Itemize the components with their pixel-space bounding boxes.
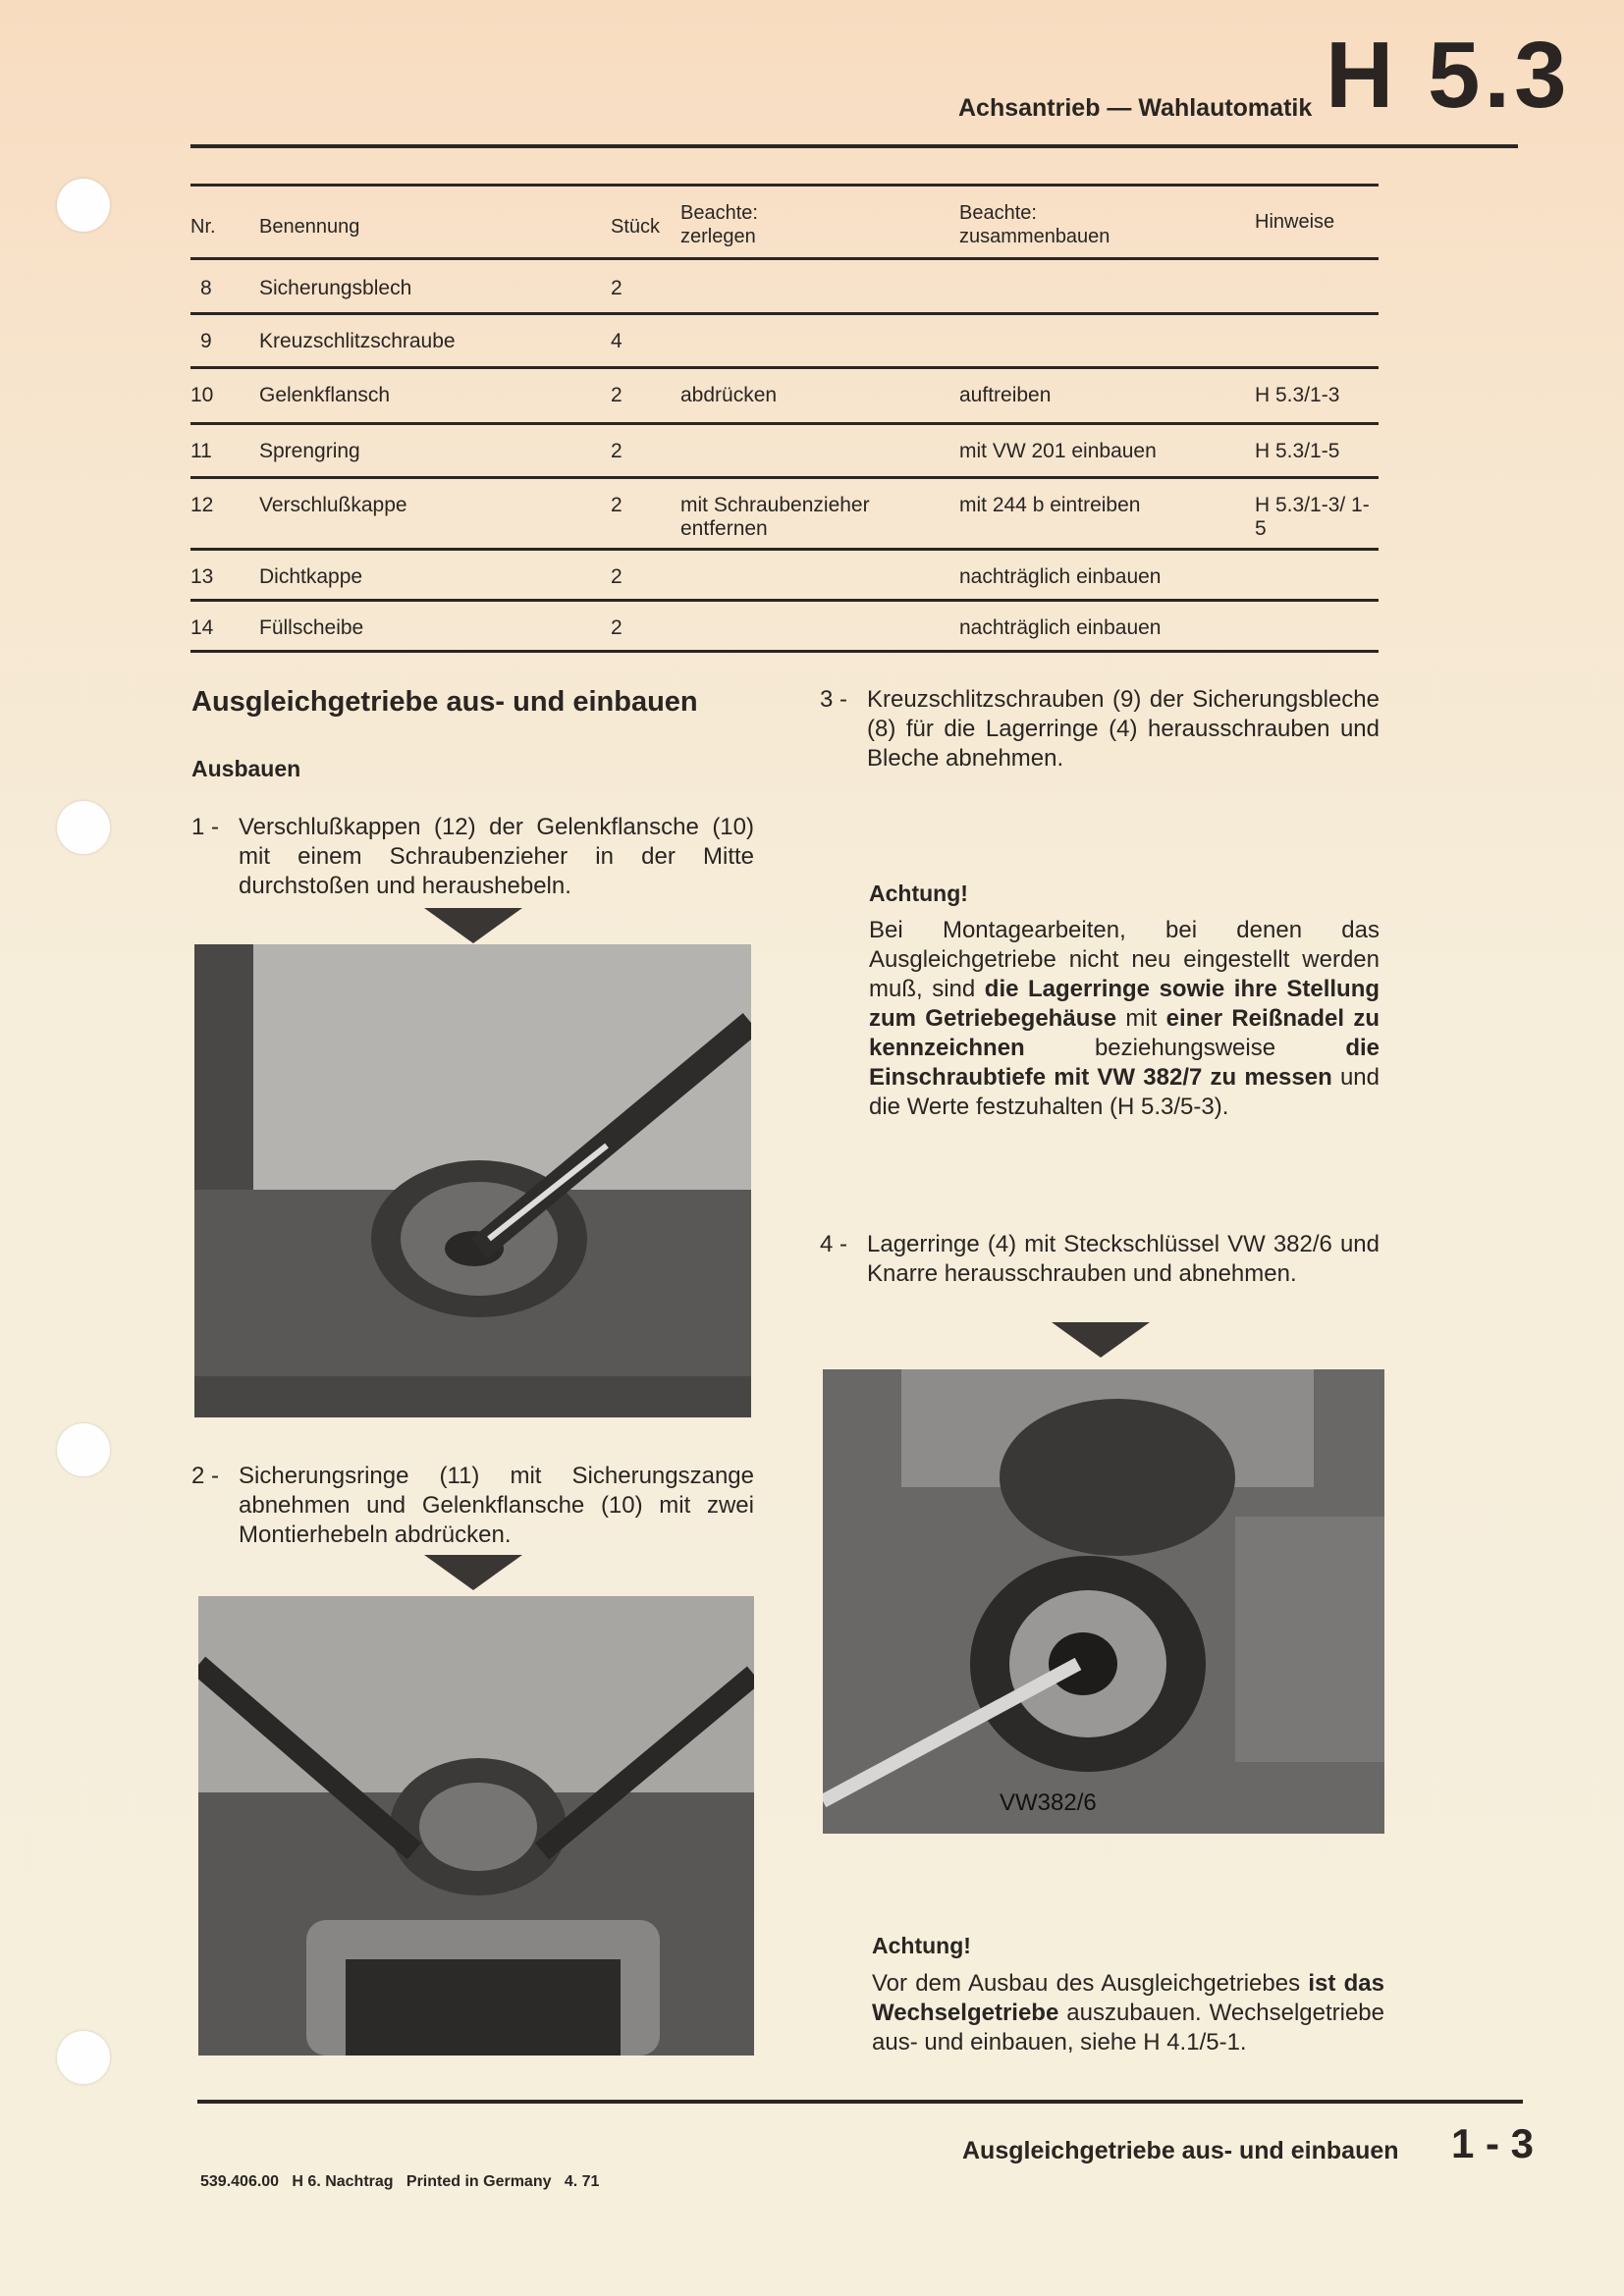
row-divider: [190, 548, 1379, 551]
cell-disassemble: abdrücken: [680, 384, 778, 406]
cell-notes: H 5.3/1-5: [1255, 440, 1340, 462]
cell-qty: 2: [611, 277, 623, 299]
cell-nr: 14: [190, 616, 214, 639]
cell-qty: 2: [611, 440, 623, 462]
cell-assemble: auftreiben: [959, 384, 1052, 406]
cell-nr: 10: [190, 384, 214, 406]
page-number: 1 - 3: [1451, 2120, 1535, 2166]
cell-nr: 8: [200, 277, 212, 299]
cell-nr: 9: [200, 330, 212, 352]
warning-title-2: Achtung!: [872, 1933, 971, 1958]
subheading: Ausbauen: [191, 756, 301, 781]
step-text: Sicherungsringe (11) mit Sicherungszange abnehmen und Gelenkflansche (10) mit zwei Montierhebeln abdrücken.: [239, 1463, 754, 1548]
step-1: [191, 813, 754, 901]
photo-3: [823, 1369, 1384, 1834]
col-header-qty: Stück: [611, 216, 661, 238]
cell-nr: 11: [190, 440, 212, 462]
cell-notes: H 5.3/1-3: [1255, 384, 1340, 406]
footer-rule: [197, 2100, 1523, 2104]
cell-disassemble: mit Schraubenzieher entfernen: [680, 494, 870, 540]
header-rule: [190, 144, 1518, 148]
section-heading: Ausgleichgetriebe aus- und einbauen: [191, 686, 698, 718]
step-number: 3 -: [820, 686, 848, 713]
col-header-disassemble: Beachte: zerlegen: [680, 202, 758, 247]
cell-qty: 2: [611, 616, 623, 639]
cell-assemble: mit 244 b eintreiben: [959, 494, 1141, 516]
step-text: Verschlußkappen (12) der Gelenkflansche (10) mit einem Schraubenzieher in der Mitte durchstoßen und heraushebeln.: [239, 814, 754, 899]
footer-title: Ausgleichgetriebe aus- und einbauen: [962, 2137, 1399, 2164]
down-arrow-icon: [1052, 1322, 1150, 1358]
cell-assemble: nachträglich einbauen: [959, 616, 1162, 639]
step-number: 4 -: [820, 1231, 848, 1257]
warning-text-2: Vor dem Ausbau des Ausgleichgetriebes ist das Wechselgetriebe auszubauen. Wechselgetriebe aus- und einbauen, siehe H 4.1/5-1.: [872, 1970, 1385, 2056]
row-divider: [190, 366, 1379, 369]
step-text: Lagerringe (4) mit Steckschlüssel VW 382/6 und Knarre herausschrauben und abnehmen.: [867, 1231, 1380, 1287]
cell-nr: 13: [190, 565, 214, 588]
warning-text: Bei Montagearbeiten, bei denen das Ausgleichgetriebe nicht neu eingestellt werden muß, sind die Lagerringe sowie ihre Stellung zum Getriebegehäuse mit einer Reißnadel zu kennzeichnen beziehungsweise die Einschraubtiefe mit VW 382/7 zu messen und die Werte festzuhalten (H 5.3/5-3).: [869, 917, 1380, 1120]
step-2: [191, 1462, 754, 1550]
step-3: [820, 685, 1380, 774]
row-divider: [190, 650, 1379, 653]
photo-label: VW382/6: [1000, 1789, 1097, 1816]
cell-assemble: mit VW 201 einbauen: [959, 440, 1157, 462]
cell-nr: 12: [190, 494, 214, 516]
col-header-notes: Hinweise: [1255, 211, 1335, 233]
punch-hole: [57, 801, 110, 854]
cell-name: Sprengring: [259, 440, 360, 462]
down-arrow-icon: [424, 908, 522, 943]
col-header-nr: Nr.: [190, 216, 216, 238]
cell-name: Füllscheibe: [259, 616, 364, 639]
cell-qty: 2: [611, 384, 623, 406]
step-4: [820, 1230, 1380, 1289]
cell-name: Gelenkflansch: [259, 384, 391, 406]
cell-qty: 4: [611, 330, 623, 352]
step-number: 2 -: [191, 1463, 220, 1489]
cell-qty: 2: [611, 565, 623, 588]
warning-title: Achtung!: [869, 881, 968, 906]
row-divider: [190, 422, 1379, 425]
step-text: Kreuzschlitzschrauben (9) der Sicherungsbleche (8) für die Lagerringe (4) herausschrauben und Bleche abnehmen.: [867, 686, 1380, 772]
down-arrow-icon: [424, 1555, 522, 1590]
col-header-assemble: Beachte: zusammenbauen: [959, 202, 1110, 247]
photo-2: [198, 1596, 754, 2056]
row-divider: [190, 476, 1379, 479]
cell-assemble: nachträglich einbauen: [959, 565, 1162, 588]
cell-name: Dichtkappe: [259, 565, 363, 588]
cell-qty: 2: [611, 494, 623, 516]
section-title: Achsantrieb — Wahlautomatik: [958, 94, 1313, 122]
punch-hole: [57, 2031, 110, 2084]
cell-name: Verschlußkappe: [259, 494, 407, 516]
cell-notes: H 5.3/1-3/ 1-5: [1255, 494, 1370, 540]
row-divider: [190, 599, 1379, 602]
col-header-name: Benennung: [259, 216, 360, 238]
photo-1: [194, 944, 751, 1417]
punch-hole: [57, 179, 110, 232]
cell-name: Kreuzschlitzschraube: [259, 330, 456, 352]
cell-name: Sicherungsblech: [259, 277, 412, 299]
imprint: 539.406.00 H 6. Nachtrag Printed in Germany 4. 71: [200, 2173, 600, 2190]
section-code: H 5.3: [1326, 23, 1571, 128]
step-number: 1 -: [191, 814, 220, 840]
punch-hole: [57, 1423, 110, 1476]
row-divider: [190, 312, 1379, 315]
